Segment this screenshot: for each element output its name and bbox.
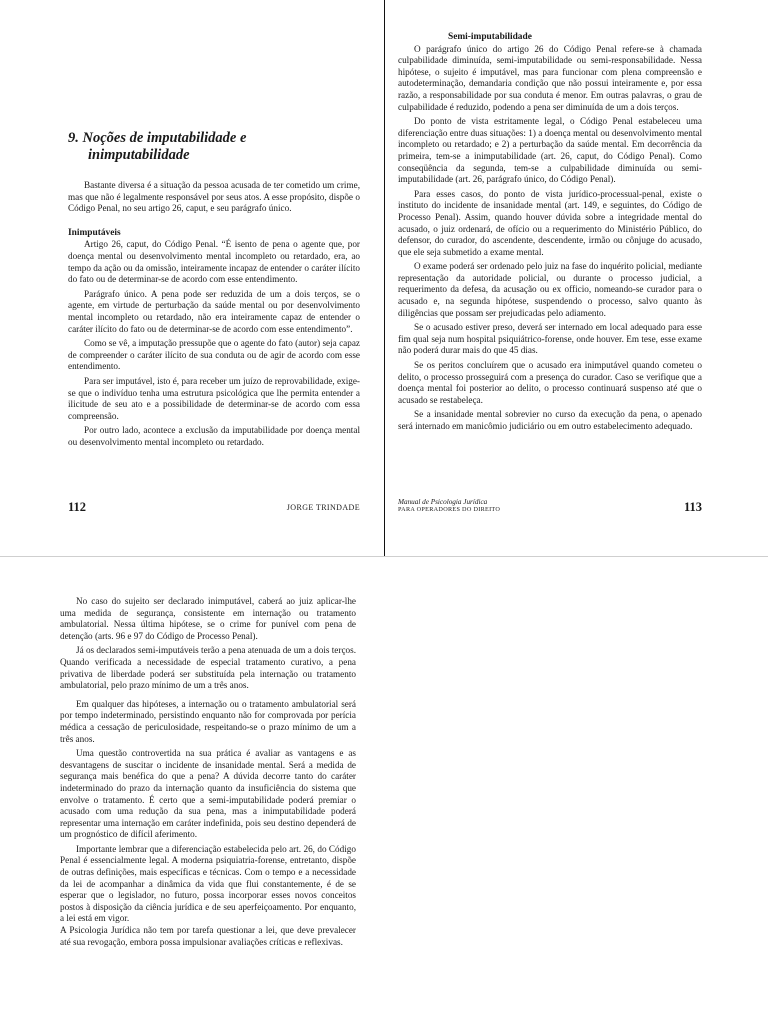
body-paragraph: Parágrafo único. A pena pode ser reduzida de um a dois terços, se o agente, em virtude de perturbação da saúde mental ou por desenvolvimento mental incompleto ou retardado, não era inteiramente capaz de entender o caráter ilícito do fato ou de determinar-se de acordo com esse entendimento”. [68, 288, 360, 334]
page-number-right: 113 [683, 500, 702, 514]
body-paragraph: Uma questão controvertida na sua prática é avaliar as vantagens e as desvantagens de suscitar o incidente de insanidade mental. Será a medida de segurança mais benéfica do que a pena? A dúvida decorre tanto do caráter indeterminado do prazo da internação quanto da insuficiência do sistema que envolve o tratamento. É certo que a semi-imputabilidade poderá premiar o acusado com uma redução da sua pena, mas a inimputabilidade poderá representar uma internação em caráter indefinida, pois seu destino dependerá de um prognóstico de difícil aferimento. [60, 748, 356, 840]
bottom-page-body [60, 596, 356, 951]
running-author: JORGE TRINDADE [286, 503, 360, 512]
page-gutter-line [384, 0, 385, 556]
section-heading-inimputaveis: Inimputáveis [68, 227, 121, 238]
page-number-left: 112 [68, 500, 87, 514]
body-paragraph: Em qualquer das hipóteses, a internação ou o tratamento ambulatorial será por tempo indeterminado, persistindo enquanto não for comprovada por perícia médica a cessação de periculosidade, respeitando-se o prazo mínimo de um a três anos. [60, 698, 356, 744]
left-page-body [68, 180, 360, 451]
chapter-title-line-2: inimputabilidade [88, 147, 190, 163]
running-book-title: Manual de Psicologia Jurídica [398, 498, 488, 506]
body-paragraph: Para esses casos, do ponto de vista jurídico-processual-penal, existe o instituto do incidente de insanidade mental (art. 149, e seguintes, do Código de Processo Penal). Assim, quando houver dúvida sobre a integridade mental do acusado, o juiz ordenará, de ofício ou a requerimento do Ministério Público, do defensor, do curador, do ascendente, descendente, irmão ou cônjuge do acusado, que ele seja submetido a exame mental. [398, 188, 702, 257]
body-paragraph: Para ser imputável, isto é, para receber um juízo de reprovabilidade, exige-se que o indivíduo tenha uma estrutura psicológica que lhe permita entender a ilicitude de seu ato e a possibilidade de determinar-se de acordo com essa compreensão. [68, 375, 360, 421]
intro-paragraph: Bastante diversa é a situação da pessoa acusada de ter cometido um crime, mas que não é legalmente responsável por seus atos. A esse propósito, dispõe o Código Penal, no seu artigo 26, caput, e seu parágrafo único. [68, 180, 360, 214]
body-paragraph: Como se vê, a imputação pressupõe que o agente do fato (autor) seja capaz de compreender o caráter ilícito de sua conduta ou de agir de acordo com esse entendimento. [68, 338, 360, 372]
body-paragraph: O parágrafo único do artigo 26 do Código Penal refere-se à chamada culpabilidade diminuída, semi-imputabilidade ou semi-responsabilidade. Nessa hipótese, o sujeito é imputável, mas para funcionar com plena compreensão e autodeterminação, demandaria condição que não possui inteiramente e, por essa razão, a responsabilidade por sua conduta é menor. Em outras palavras, o grau de culpabilidade é reduzido, podendo a pena ser diminuída de um a dois terços. [398, 43, 702, 112]
scan-separator [0, 556, 768, 557]
body-paragraph: Artigo 26, caput, do Código Penal. “É isento de pena o agente que, por doença mental ou desenvolvimento mental incompleto ou retardado, era, ao tempo da ação ou da omissão, inteiramente incapaz de entender o caráter ilícito do fato ou de determinar-se de acordo com esse entendimento. [68, 239, 360, 285]
section-heading-semi-imputabilidade: Semi-imputabilidade [448, 32, 532, 42]
body-paragraph: Por outro lado, acontece a exclusão da imputabilidade por doença mental ou desenvolvimento mental incompleto ou retardado. [68, 425, 360, 447]
body-paragraph: Já os declarados semi-imputáveis terão a pena atenuada de um a dois terços. Quando verificada a necessidade de especial tratamento curativo, a pena privativa de liberdade poderá ser substituída pela internação ou tratamento ambulatorial, pelo prazo mínimo de um a três anos. [60, 645, 356, 691]
running-series-title: PARA OPERADORES DO DIREITO [398, 506, 501, 513]
body-paragraph: O exame poderá ser ordenado pelo juiz na fase do inquérito policial, mediante representação da autoridade policial, ou durante o processo judicial, a requerimento da defesa, da acusação ou ex officio, nomeando-se curador para o acusado e, na segunda hipótese, suspendendo o processo, salvo quanto às diligências que possam ser prejudicadas pelo adiamento. [398, 261, 702, 318]
chapter-title [68, 130, 360, 164]
body-paragraph: Se os peritos concluírem que o acusado era inimputável quando cometeu o delito, o processo prosseguirá com a presença do curador. Caso se verifique que a doença mental foi posterior ao delito, o processo continuará suspenso até que o acusado se restabeleça. [398, 360, 702, 405]
body-paragraph: Se a insanidade mental sobrevier no curso da execução da pena, o apenado será internado em manicômio judiciário ou em outro estabelecimento adequado. [398, 409, 702, 431]
body-paragraph: No caso do sujeito ser declarado inimputável, caberá ao juiz aplicar-lhe uma medida de segurança, consistente em internação ou tratamento ambulatorial. Nessa última hipótese, se o crime for punível com pena de detenção (arts. 96 e 97 do Código de Processo Penal). [60, 596, 356, 641]
right-page-footer [398, 498, 702, 514]
chapter-title-line-1: 9. Noções de imputabilidade e [68, 130, 247, 146]
right-page-body [398, 32, 702, 436]
body-paragraph: Do ponto de vista estritamente legal, o Código Penal estabeleceu uma diferenciação entre duas situações: 1) a doença mental ou desenvolvimento mental incompleto ou retardado; e 2) a perturbação da saúde mental. Em decorrência da primeira, tem-se a inimputabilidade (art. 26, caput, do Código Penal). Como conseqüência da segunda, tem-se a culpabilidade diminuída ou semi-imputabilidade (art. 26, parágrafo único, do Código Penal). [398, 116, 702, 185]
body-paragraph: A Psicologia Jurídica não tem por tarefa questionar a lei, que deve prevalecer até sua revogação, embora possa impulsionar avaliações críticas e reflexivas. [60, 925, 356, 947]
body-paragraph: Se o acusado estiver preso, deverá ser internado em local adequado para esse fim qual seja num hospital psiquiátrico-forense, onde houver. Em tese, esse exame não poderá durar mais do que 45 dias. [398, 322, 702, 356]
body-paragraph: Importante lembrar que a diferenciação estabelecida pelo art. 26, do Código Penal é essencialmente legal. A moderna psiquiatria-forense, entretanto, dispõe de outras definições, mais específicas e técnicas. Com o tempo e a necessidade da lei de acompanhar a dinâmica da vida que flui constantemente, é de se esperar que o legislador, no futuro, possa incorporar esses novos conceitos postos à disposição da ciência jurídica e de seu aperfeiçoamento. Por enquanto, a lei está em vigor. [60, 843, 356, 924]
